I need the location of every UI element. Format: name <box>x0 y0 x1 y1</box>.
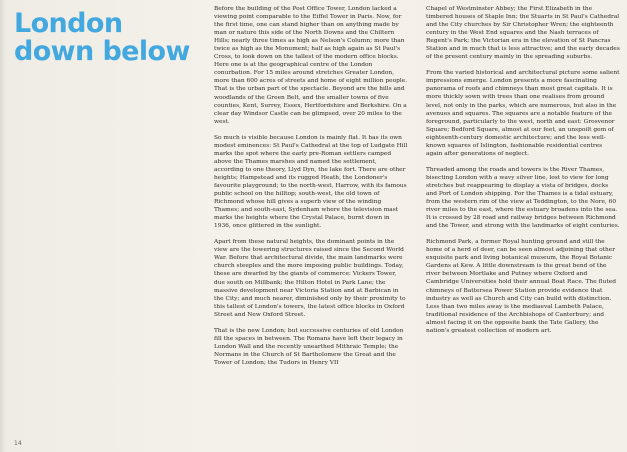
paragraph: So much is visible because London is mainly flat. It has its own modest eminences: St Paul's Cathedral at the top of Ludgate Hill marks the spot where the early pre-Roman settlers camped above the Thames marshes and named the settlement, according to one theory, Llyd Dyn, the lake fort. There are other heights; Hampstead and its rugged Heath, the Londoner's favourite playground; to the north-west, Harrow, with its famous public school on the hilltop; south-west, the old town of Richmond whose hill gives a superb view of the winding Thames; and south-east, Sydenham where the television mast marks the heights where the Crystal Palace, burnt down in 1936, once glittered in the sunlight. <box>214 134 408 230</box>
page-title: London down below <box>14 8 190 67</box>
text-column-middle <box>214 5 408 375</box>
paragraph: Apart from these natural heights, the dominant points in the view are the towering structures raised since the Second World War. Before that architectural divide, the main landmarks were church steeples and the more imposing public buildings. Today, these are dwarfed by the giants of commerce: Vickers Tower, due south on Millbank; the Hilton Hotel in Park Lane; the massive development near Victoria Station and at Barbican in the City; and much nearer, diminished only by their proximity to this tallest of London's towers, the latest office blocks in Oxford Street and New Oxford Street. <box>214 239 406 318</box>
paragraph: Before the building of the Post Office Tower, London lacked a viewing point comparable to the Eiffel Tower in Paris. Now, for the first time, one can stand higher than on anything made by man or nature this side of the North Downs and the Chiltern Hills; nearly three times as high as Nelson's Column; more than twice as high as the Monument; half as high again as St Paul's Cross, to look down on the tallest of the modern office blocks. Here one is at the geographical centre of the London conurbation. For 15 miles around stretches Greater London, more than 600 acres of streets and home of eight million people. That is the urban part of the spectacle. Beyond are the hills and woodlands of the Green Belt, and the smaller towns of five counties, Kent, Surrey, Essex, Hertfordshire and Berkshire. On a clear day Windsor Castle can be glimpsed, over 20 miles to the west. <box>214 6 408 125</box>
page-gutter <box>0 0 6 452</box>
paragraph: From the varied historical and architectural picture some salient impressions emerge. London presents a more fascinating panorama of roofs and chimneys than most great capitals. It is more thickly sown with trees than one realises from ground level, not only in the parks, which are numerous, but also in the avenues and squares. The squares are a notable feature of the foreground, particularly to the west, north and east: Grosvenor Square; Bedford Square, almost at our feet, an unspoilt gem of eighteenth-century domestic architecture; and the less well-known squares of Islington, fashionable residential centres again after generations of neglect. <box>426 70 620 157</box>
text-column-right <box>426 5 620 343</box>
page-number: 14 <box>14 440 22 447</box>
paragraph: That is the new London; but successive centuries of old London fill the spaces in between. The Romans have left their legacy in London Wall and the recently unearthed Mithraic Temple; the Normans in the Church of St Bartholomew the Great and the Tower of London; the Tudors in Henry VII <box>214 327 404 366</box>
paragraph: Chapel of Westminster Abbey; the First Elizabeth in the timbered houses of Staple Inn; the Stuarts in St Paul's Cathedral and the City churches by Sir Christopher Wren; the eighteenth century in the West End squares and the Nash terraces of Regent's Park; the Victorian era in the elevation of St Pancras Station and in much that is less attractive; and the early decades of the present century mainly in the spreading suburbs. <box>426 6 620 61</box>
paragraph: Richmond Park, a former Royal hunting ground and still the home of a herd of deer, can be seen almost adjoining that other exquisite park and living botanical museum, the Royal Botanic Gardens at Kew. A little downstream is the great bend of the river between Mortlake and Putney where Oxford and Cambridge Universities hold their annual Boat Race. The fluted chimneys of Battersea Power Station provide evidence that industry as well as Church and City can build with distinction. Less than two miles away is the mediaeval Lambeth Palace, traditional residence of the Archbishops of Canterbury; and almost facing it on the opposite bank the Tate Gallery, the nation's greatest collection of modern art. <box>426 239 616 334</box>
paragraph: Threaded among the roads and towers is the River Thames, bisecting London with a wavy silver line, lost to view for long stretches but reappearing to display a vista of bridges, docks and Port of London shipping. For the Thames is a tidal estuary, from the western rim of the view at Teddington, to the Nore, 60 river miles to the east, where the estuary broadens into the sea. It is crossed by 28 road and railway bridges between Richmond and the Tower, and strong with the landmarks of eight centuries. <box>426 166 620 230</box>
